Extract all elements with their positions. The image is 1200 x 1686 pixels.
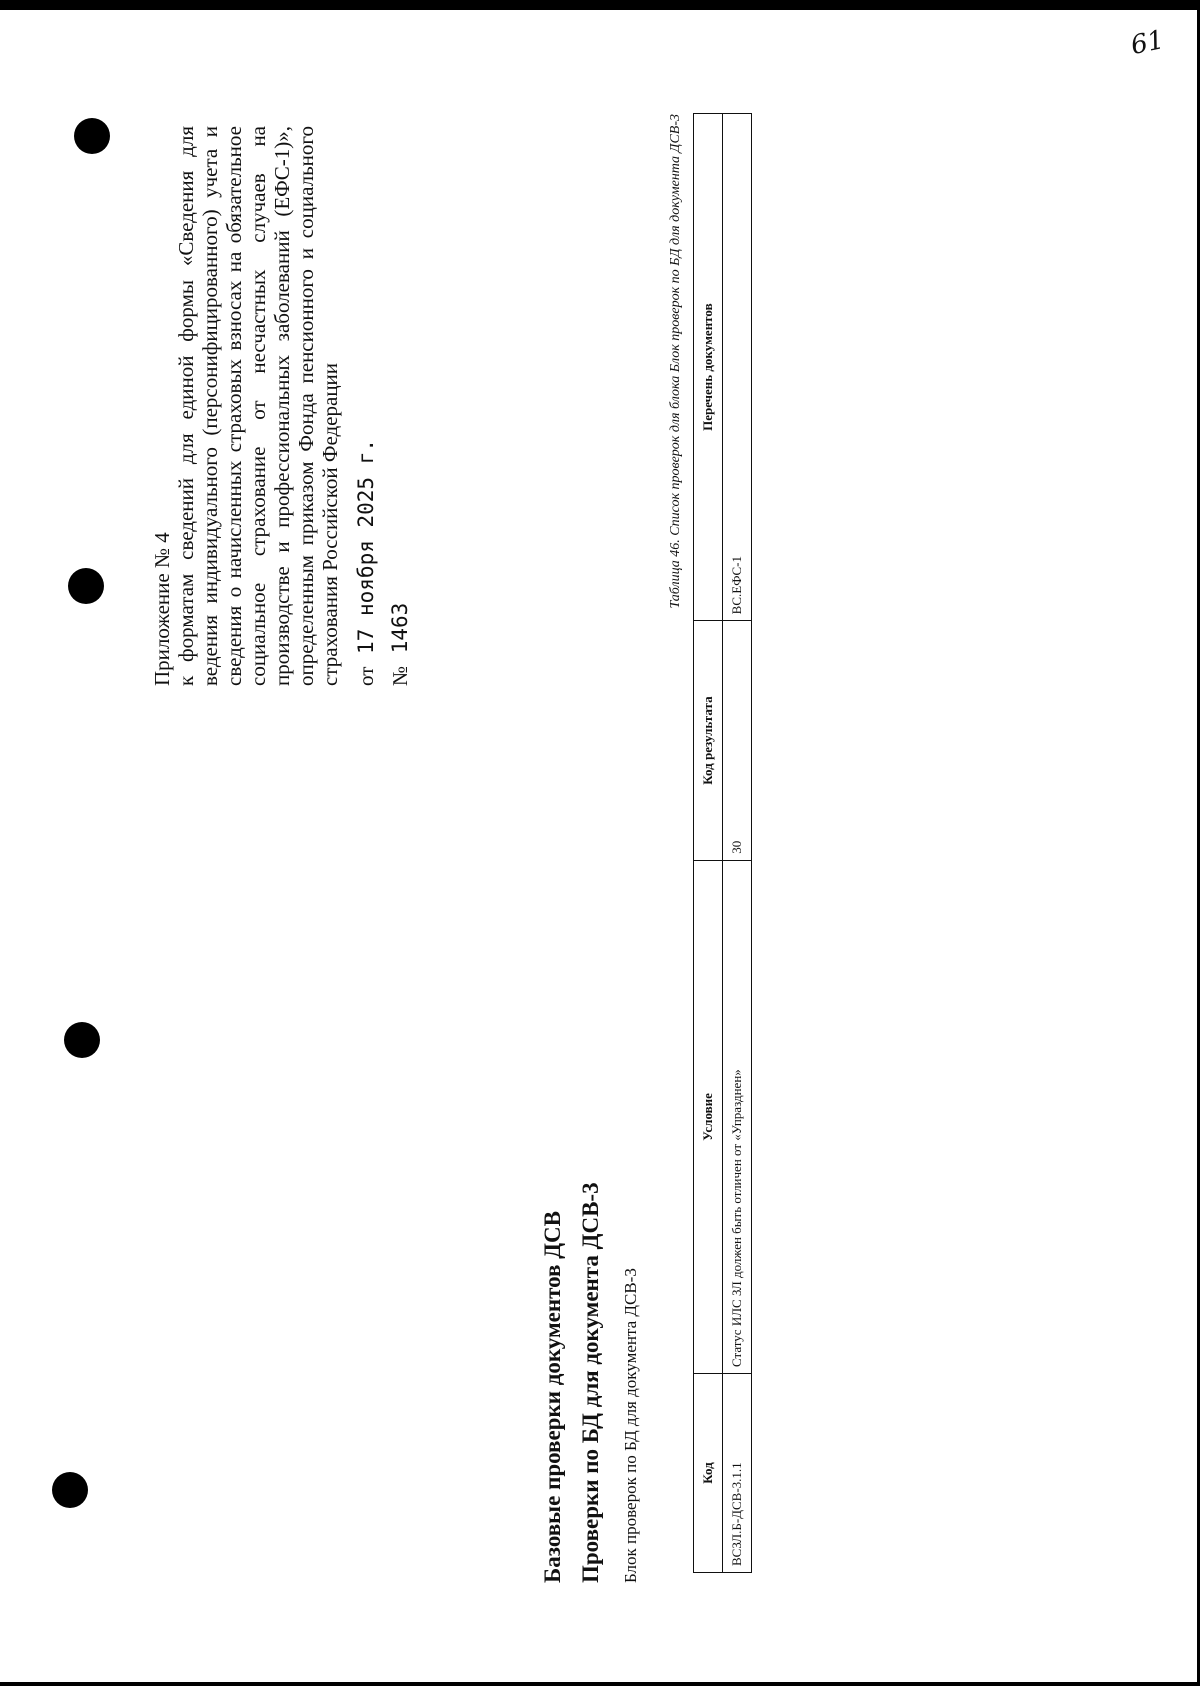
block-heading: Блок проверок по БД для документа ДСВ-3 [621, 1268, 640, 1583]
section-heading: Базовые проверки документов ДСВ [540, 1211, 565, 1583]
annex-date [354, 126, 378, 686]
annex-body: к форматам сведений для единой формы «Сведения для ведения индивидуального (персонифицированного) учета и сведения о начисленных страховых взносах на обязательное социальное страхование от несчастных случаев на производстве и профессиональных заболеваний (ЕФС-1)», определенным приказом Фонда пенсионного и социального страхования Российской Федерации [174, 126, 342, 686]
checks-table [693, 113, 752, 1573]
table-caption: Таблица 46. Список проверок для блока Блок проверок по БД для документа ДСВ-3 [668, 114, 683, 609]
annex-block [150, 126, 412, 686]
header-condition: Условие [694, 860, 723, 1373]
cell-code: ВСЗЛ.Б-ДСВ-3.1.1 [723, 1373, 752, 1572]
cell-result-code: 30 [723, 621, 752, 860]
table-row [723, 114, 752, 1573]
annex-title: Приложение № 4 [150, 532, 174, 686]
annex-number [388, 126, 412, 686]
header-documents: Перечень документов [694, 114, 723, 621]
cell-documents: ВС.ЕФС-1 [723, 114, 752, 621]
annex-number-prefix: № [388, 665, 412, 686]
table-header-row [694, 114, 723, 1573]
annex-date-value: 17 ноября 2025 г. [354, 439, 378, 654]
page-number: 61 [1128, 24, 1167, 62]
header-code: Код [694, 1373, 723, 1572]
annex-date-prefix: от [354, 666, 378, 686]
cell-condition: Статус ИЛС ЗЛ должен быть отличен от «Упразднен» [723, 860, 752, 1373]
annex-number-value: 1463 [388, 602, 412, 654]
subsection-heading: Проверки по БД для документа ДСВ-3 [578, 1182, 603, 1583]
header-result-code: Код результата [694, 621, 723, 860]
